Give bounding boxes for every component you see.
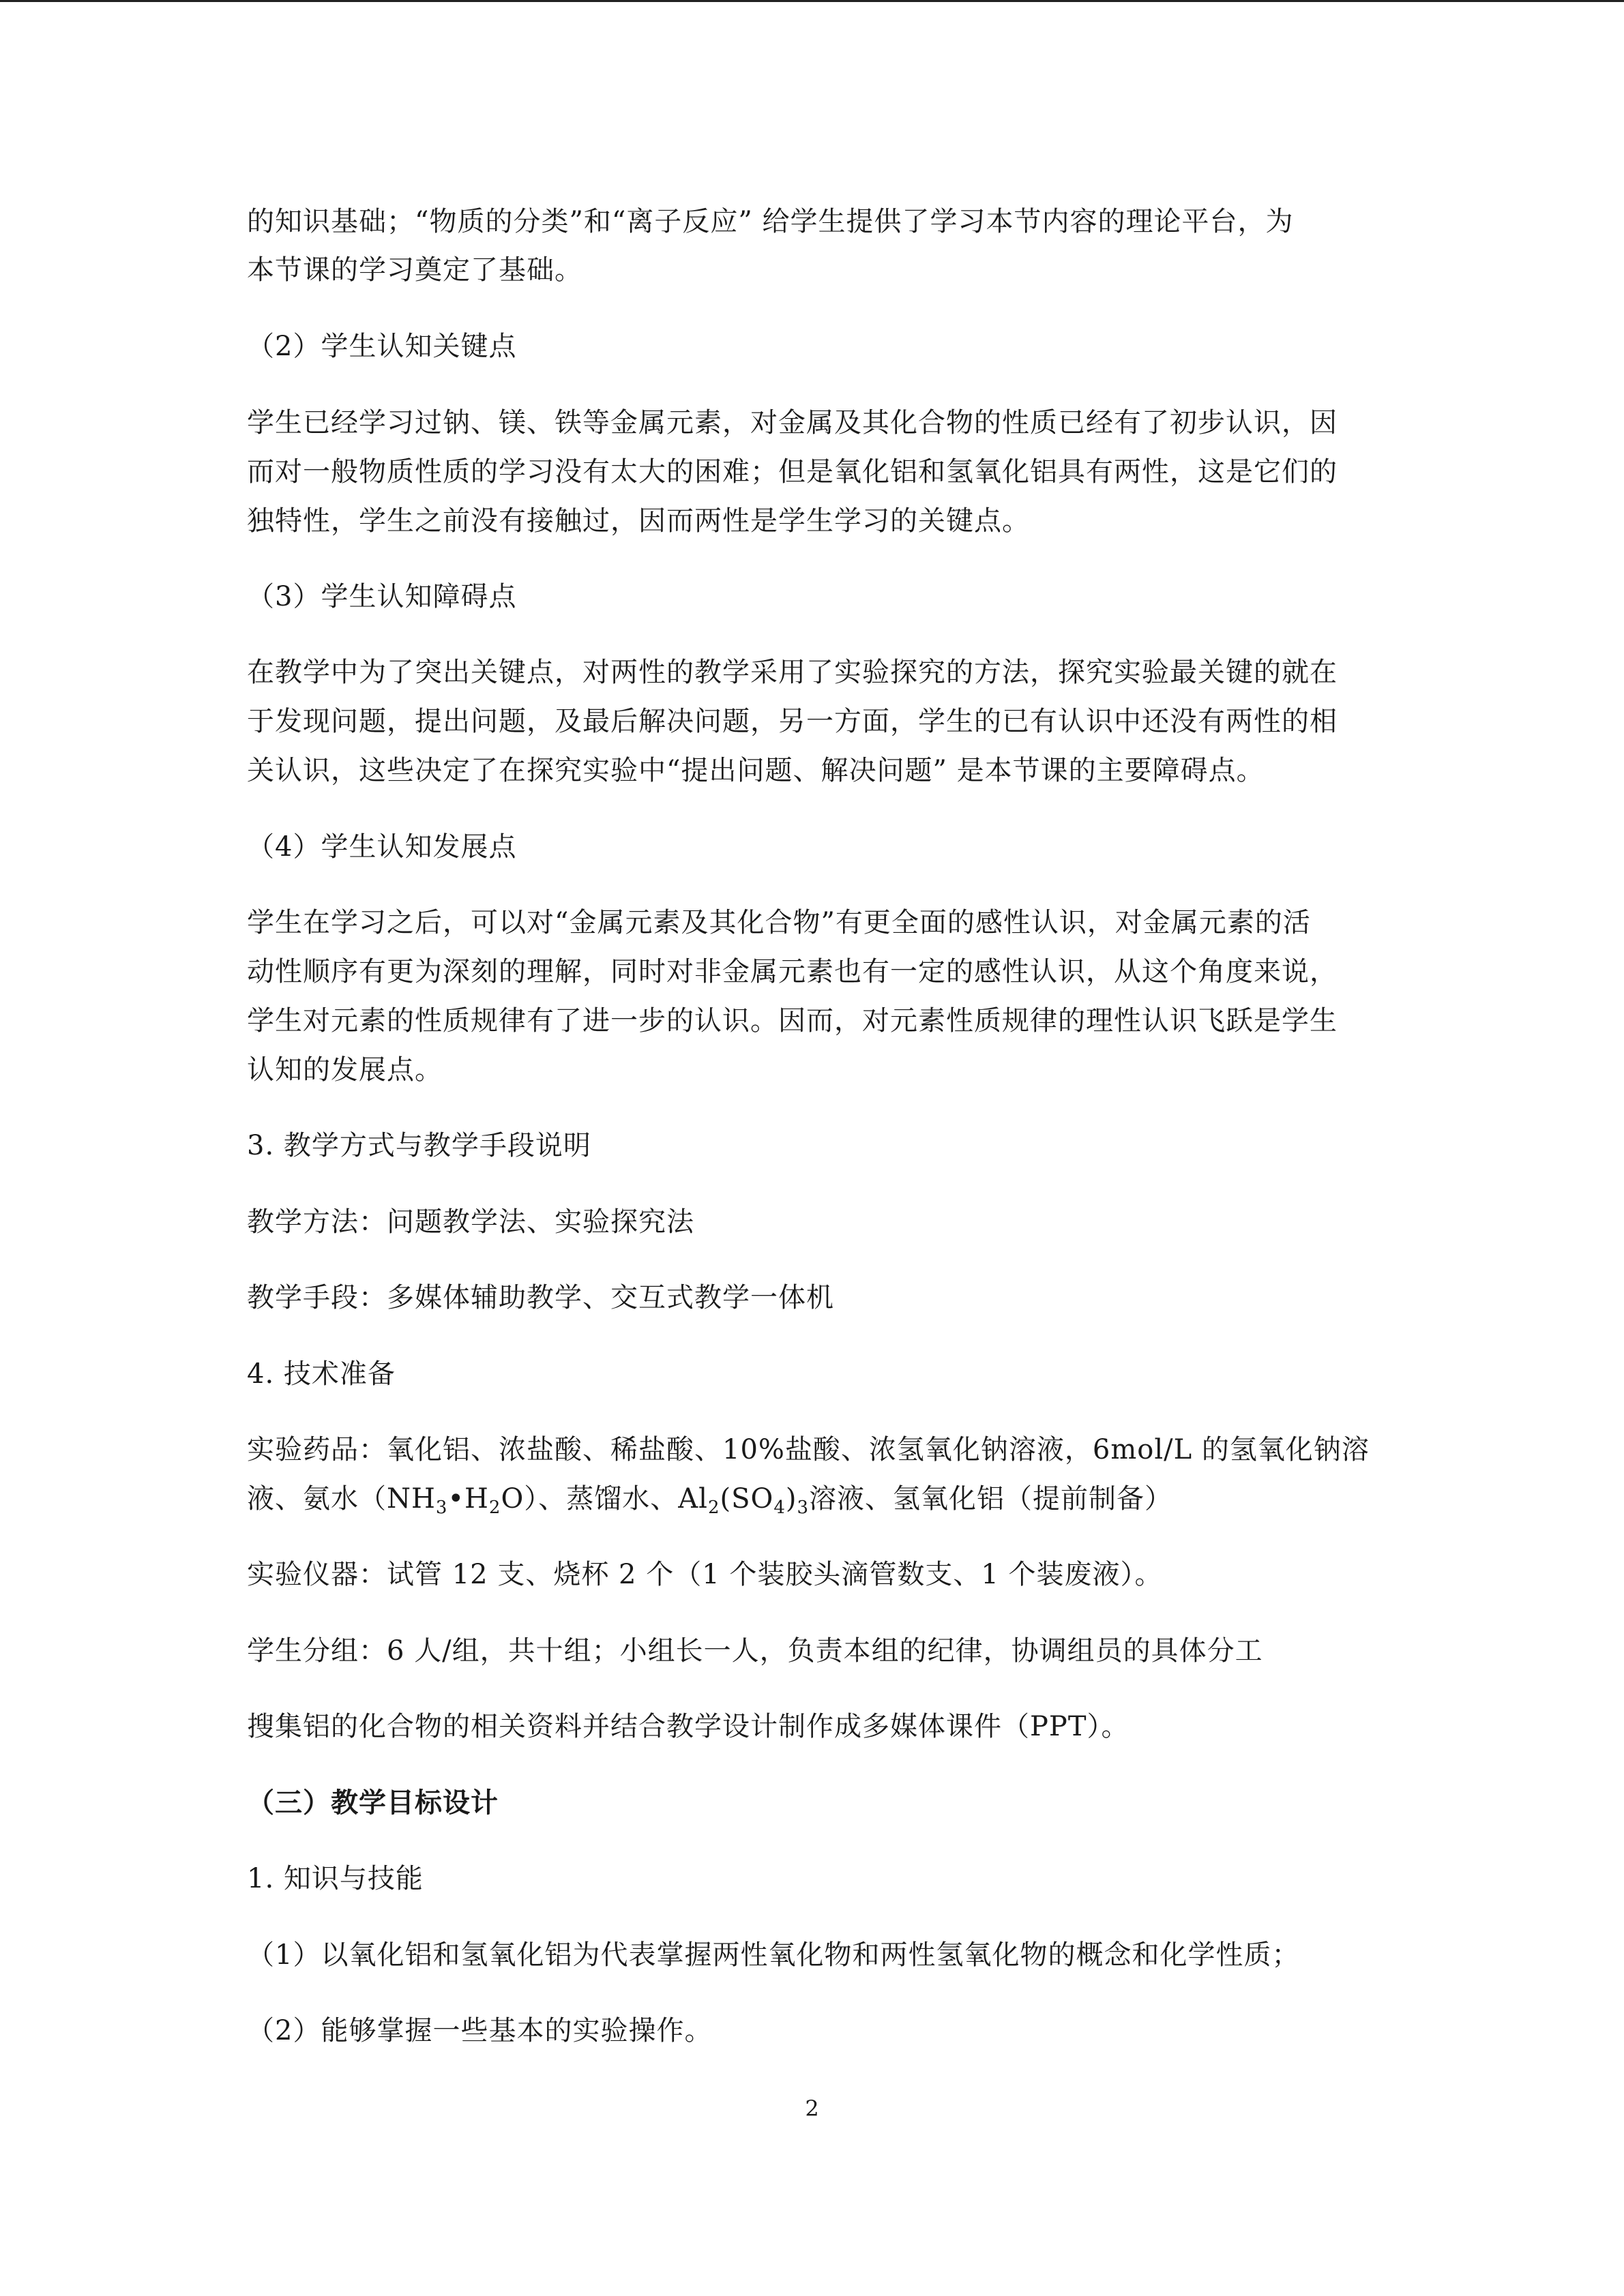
subsection-heading: （3）学生认知障碍点 [247,581,517,612]
paragraph-line: 于发现问题，提出问题，及最后解决问题，另一方面，学生的已有认识中还没有两性的相 [247,706,1338,737]
subscript: 2 [707,1497,720,1518]
paragraph-line: 动性顺序有更为深刻的理解，同时对非金属元素也有一定的感性认识，从这个角度来说， [247,956,1338,987]
paragraph-line: （2）能够掌握一些基本的实验操作。 [247,2015,713,2046]
subsection-heading: （4）学生认知发展点 [247,831,517,863]
paragraph-line: 认知的发展点。 [247,1054,443,1086]
subscript: 4 [773,1497,786,1518]
formula-text: •H [447,1483,489,1515]
paragraph-line: 教学方法：问题教学法、实验探究法 [247,1206,694,1238]
subsection-heading: （2）学生认知关键点 [247,331,517,362]
page-top-border [0,0,1624,2]
section-heading: 4. 技术准备 [247,1358,396,1390]
formula-text: ) [785,1483,797,1515]
formula-text: (SO [720,1483,774,1515]
page-number: 2 [805,2096,819,2121]
subscript: 2 [488,1497,501,1518]
paragraph-line: 的知识基础；“物质的分类”和“离子反应” 给学生提供了学习本节内容的理论平台，为 [247,206,1294,237]
paragraph-line: 本节课的学习奠定了基础。 [247,254,582,286]
section-heading: 1. 知识与技能 [247,1863,424,1894]
paragraph-line: 教学手段：多媒体辅助教学、交互式教学一体机 [247,1282,834,1313]
paragraph-line: 学生在学习之后，可以对“金属元素及其化合物”有更全面的感性认识，对金属元素的活 [247,907,1311,938]
formula-line [247,1480,1172,1518]
paragraph-line: 在教学中为了突出关键点，对两性的教学采用了实验探究的方法，探究实验最关键的就在 [247,657,1338,688]
paragraph-line: 实验药品：氧化铝、浓盐酸、稀盐酸、10%盐酸、浓氢氧化钠溶液，6mol/L 的氢氧化钠溶 [247,1434,1370,1465]
paragraph-line: 学生已经学习过钠、镁、铁等金属元素，对金属及其化合物的性质已经有了初步认识，因 [247,407,1338,438]
paragraph-line: 而对一般物质性质的学习没有太大的困难；但是氧化铝和氢氧化铝具有两性，这是它们的 [247,456,1338,488]
paragraph-line: （1）以氧化铝和氢氧化铝为代表掌握两性氧化物和两性氢氧化物的概念和化学性质； [247,1939,1300,1971]
paragraph-line: 学生分组：6 人/组，共十组；小组长一人，负责本组的纪律，协调组员的具体分工 [247,1635,1263,1667]
section-heading: 3. 教学方式与教学手段说明 [247,1130,591,1161]
subscript: 3 [435,1497,448,1518]
formula-text: 液、氨水（NH [247,1483,436,1515]
formula-text: O）、蒸馏水、Al [501,1483,708,1515]
paragraph-line: 实验仪器：试管 12 支、烧杯 2 个（1 个装胶头滴管数支、1 个装废液）。 [247,1559,1163,1590]
chapter-heading: （三）教学目标设计 [247,1787,499,1819]
formula-text: 溶液、氢氧化铝（提前制备） [809,1483,1173,1515]
paragraph-line: 学生对元素的性质规律有了进一步的认识。因而，对元素性质规律的理性认识飞跃是学生 [247,1005,1338,1037]
paragraph-line: 关认识，这些决定了在探究实验中“提出问题、解决问题” 是本节课的主要障碍点。 [247,755,1265,786]
paragraph-line: 搜集铝的化合物的相关资料并结合教学设计制作成多媒体课件（PPT）。 [247,1711,1130,1742]
subscript: 3 [797,1497,810,1518]
paragraph-line: 独特性，学生之前没有接触过，因而两性是学生学习的关键点。 [247,505,1030,537]
